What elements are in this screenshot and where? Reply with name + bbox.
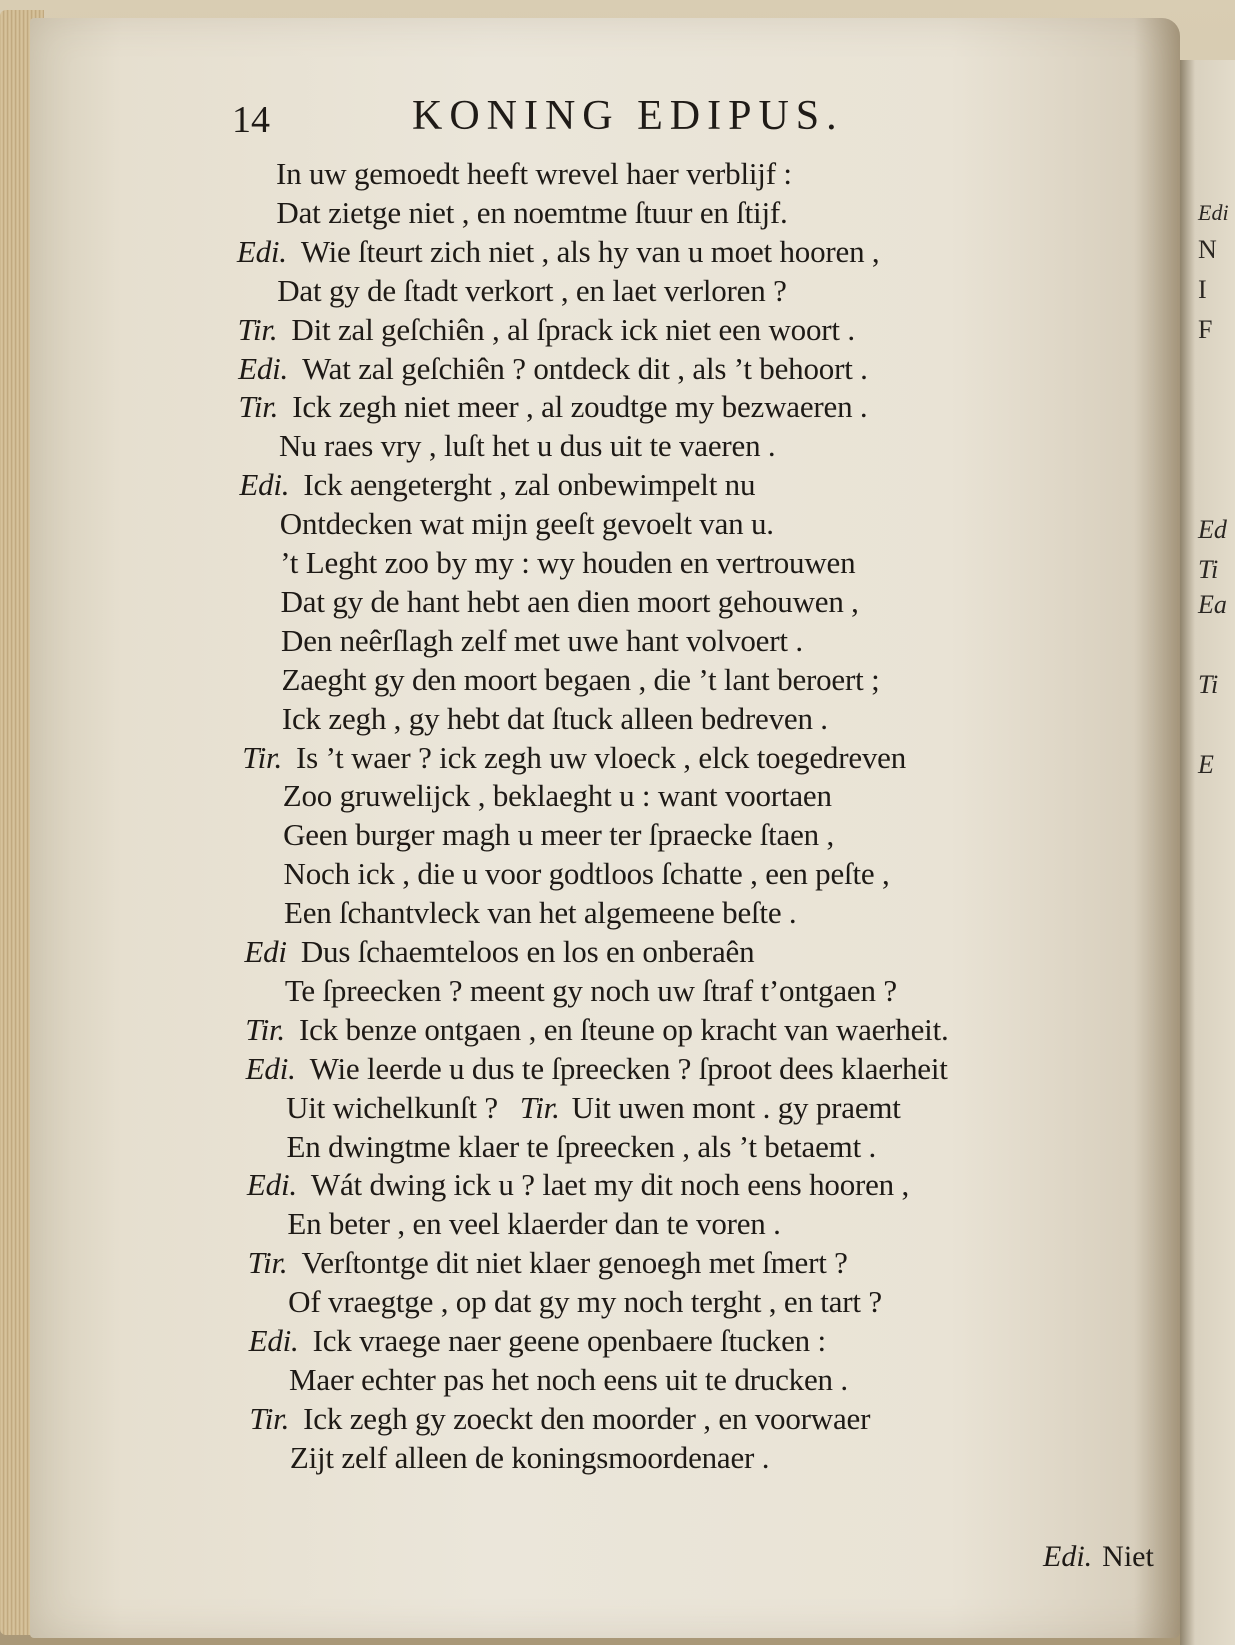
verse-line	[245, 1012, 948, 1048]
verse-text-run: Of vraegtge , op dat gy my noch terght , en tart ?	[288, 1284, 882, 1320]
verse-text-run: Ick vraege naer geene openbaere ſtucken :	[312, 1323, 826, 1358]
speaker-label: Tir.	[237, 311, 278, 347]
facing-page-fragment: Edi	[1198, 200, 1229, 225]
verse-line	[281, 623, 803, 659]
verse-line	[249, 1401, 870, 1437]
verse-line	[281, 662, 879, 698]
verse-line	[289, 1362, 848, 1398]
speaker-label: Edi.	[245, 1050, 296, 1086]
verse-text-run: Noch ick , die u voor godtloos ſchatte , een peſte ,	[283, 856, 890, 892]
verse-text-run: Wie leerde u dus te ſpreecken ? ſproot dees klaerheit	[309, 1050, 948, 1086]
verse-line	[239, 467, 755, 503]
verse-line	[280, 506, 774, 542]
verse-line	[248, 1245, 848, 1281]
verse-text-run: ’t Leght zoo by my : wy houden en vertrouwen	[280, 545, 856, 580]
verse-text-run: In uw gemoedt heeft wrevel haer verblijf :	[276, 156, 792, 191]
verse-text-run: Wát dwing ick u ? laet my dit noch eens hooren ,	[310, 1167, 910, 1203]
verse-text-run: Te ſpreecken ? meent gy noch uw ſtraf t’ontgaen ?	[284, 972, 897, 1008]
verse-line	[290, 1440, 769, 1476]
verse-text-run: Is ’t waer ? ick zegh uw vloeck , elck toegedreven	[296, 739, 907, 775]
speaker-label: Edi.	[236, 233, 287, 269]
verse-line	[283, 817, 834, 853]
verse-line	[279, 428, 776, 464]
verse-line	[249, 1323, 826, 1359]
verse-line	[284, 856, 890, 892]
verse-line	[247, 1167, 909, 1203]
speaker-label: Tir.	[247, 1245, 288, 1281]
verse-line	[282, 701, 828, 737]
verse-text-run: Ick zegh , gy hebt dat ſtuck alleen bedreven .	[281, 700, 828, 736]
speaker-label: Edi.	[238, 350, 289, 386]
verse-text-run: En dwingtme klaer te ſpreecken , als ’t betaemt .	[286, 1128, 877, 1164]
verse-line	[244, 934, 754, 970]
verse-line	[287, 1129, 877, 1165]
verse-text-run: Zoo gruwelijck , beklaeght u : want voortaen	[282, 778, 832, 814]
speaker-label: Tir.	[249, 1400, 290, 1436]
verse-line	[286, 1090, 901, 1126]
verse-line	[287, 1206, 780, 1242]
catchword-speaker: Edi.	[1043, 1540, 1093, 1573]
verse-text-run: Dus ſchaemteloos en los en onberaên	[300, 934, 755, 969]
speaker-label: Tir.	[245, 1011, 285, 1047]
facing-page-fragment: Ti	[1198, 670, 1219, 699]
verse-text-run: Dit zal geſchiên , al ſprack ick niet een woort .	[291, 311, 855, 347]
catchword-text: Niet	[1102, 1540, 1154, 1573]
verse-text-run: Dat gy de ſtadt verkort , en laet verloren ?	[277, 272, 787, 308]
verse-text-run: Een ſchantvleck van het algemeene beſte .	[283, 895, 797, 931]
verse-line	[237, 234, 880, 270]
verse-line	[276, 195, 787, 231]
facing-page-fragment: Ea	[1198, 590, 1227, 619]
verse-text-run: Ick zegh gy zoeckt den moorder , en voorwaer	[303, 1400, 871, 1436]
facing-page-fragment: F	[1198, 315, 1213, 344]
verse-text-run: Dat gy de hant hebt aen dien moort gehouwen ,	[280, 583, 859, 619]
facing-page-fragment: E	[1198, 750, 1214, 779]
verse-line	[281, 584, 859, 620]
page-number: 14	[232, 99, 270, 141]
facing-page-fragment: Ti	[1198, 555, 1219, 584]
verse-line	[238, 351, 868, 387]
verse-text-run: Uit wichelkunſt ?	[286, 1089, 498, 1125]
verse-text-run: Maer echter pas het noch eens uit te drucken .	[289, 1361, 848, 1397]
speaker-label: Edi.	[246, 1167, 297, 1203]
verse-text-run: Den neêrſlagh zelf met uwe hant volvoert .	[281, 622, 803, 658]
verse-text-run: Ick zegh niet meer , al zoudtge my bezwaeren .	[292, 389, 868, 425]
verse-text-run: Ick benze ontgaen , en ſteune op kracht van waerheit.	[298, 1011, 949, 1047]
verse-text-run: Geen burger magh u meer ter ſpraecke ſtaen ,	[283, 817, 835, 853]
verse-text-run: Wat zal geſchiên ? ontdeck dit , als ’t behoort .	[302, 350, 868, 386]
verse-line	[277, 273, 786, 309]
verse-text-run: Uit uwen mont . gy praemt	[571, 1089, 901, 1125]
verse-line	[246, 1051, 948, 1087]
verse-line	[242, 740, 906, 776]
facing-page-fragment: I	[1198, 275, 1207, 304]
verse-line	[288, 1284, 882, 1320]
speaker-label: Edi.	[239, 467, 290, 503]
verse-text-run: Verſtontge dit niet klaer genoegh met ſmert ?	[301, 1245, 848, 1281]
verse-text-run: Ick aengeterght , zal onbewimpelt nu	[303, 467, 756, 503]
verse-line	[284, 895, 797, 931]
speaker-label: Tir.	[242, 739, 283, 775]
catchword	[1043, 1540, 1154, 1574]
speaker-label: Edi.	[248, 1323, 299, 1358]
verse-text-run: Ontdecken wat mijn geeſt gevoelt van u.	[279, 506, 774, 542]
speaker-label: Edi	[244, 934, 287, 969]
facing-page-fragment: Ed	[1198, 515, 1227, 544]
verse-line	[239, 389, 868, 425]
verse-line	[238, 312, 855, 348]
verse-text-run: En beter , en veel klaerder dan te voren .	[287, 1206, 781, 1242]
speaker-label: Tir.	[519, 1089, 560, 1125]
verse-text-run: Zijt zelf alleen de koningsmoordenaer .	[289, 1439, 770, 1475]
verse-text-run: Nu raes vry , luſt het u dus uit te vaeren .	[278, 428, 776, 464]
facing-page-fragment: N	[1198, 235, 1217, 264]
verse-line	[283, 778, 832, 814]
verse-text-run: Dat zietge niet , en noemtme ſtuur en ſtijf.	[276, 194, 788, 230]
verse-line	[276, 156, 792, 192]
speaker-label: Tir.	[238, 389, 279, 425]
verse-line	[285, 973, 897, 1009]
verse-text-run: Wie ſteurt zich niet , als hy van u moet hooren ,	[300, 233, 880, 269]
running-title: KONING EDIPUS.	[412, 93, 844, 139]
verse-text-run: Zaeght gy den moort begaen , die ’t lant beroert ;	[281, 661, 880, 697]
verse-line	[280, 545, 855, 581]
